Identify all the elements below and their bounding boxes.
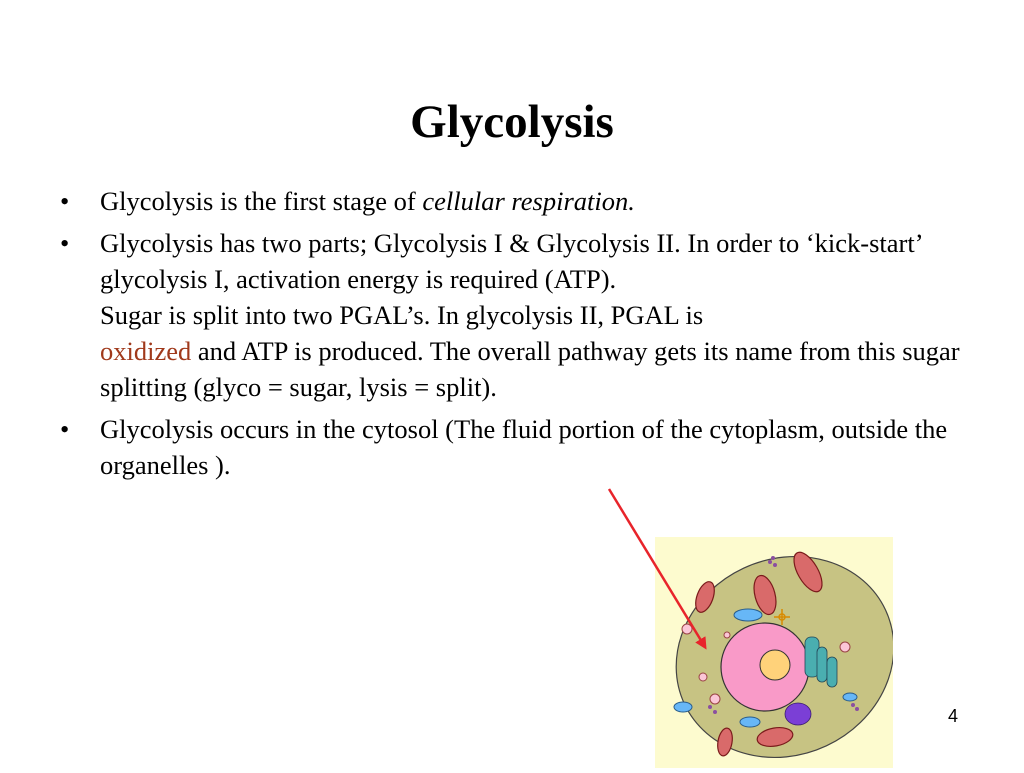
bullet-marker: • bbox=[60, 186, 70, 216]
bullet-marker: • bbox=[60, 414, 70, 444]
bullet-list bbox=[60, 183, 1020, 489]
bullet-text: and ATP is produced. The overall pathway gets its name from this sugar splitting (glyco = sugar, lysis = split). bbox=[100, 336, 960, 402]
page-number: 4 bbox=[948, 706, 959, 726]
bullet-item bbox=[60, 225, 1020, 405]
endoplasmic-reticulum bbox=[785, 703, 811, 725]
bullet-text: Glycolysis is the first stage of bbox=[100, 186, 423, 216]
bullet-text: Glycolysis has two parts; Glycolysis I & Glycolysis II. In order to ‘kick-start’ glycolysis I, activation energy is required (ATP). bbox=[100, 228, 922, 294]
animal-cell-diagram-icon bbox=[655, 537, 893, 768]
bullet-text: Glycolysis occurs in the cytosol (The fluid portion of the cytoplasm, outside the organelles ). bbox=[100, 414, 948, 480]
bullet-italic-term: cellular respiration. bbox=[422, 186, 635, 216]
nucleolus bbox=[760, 650, 790, 680]
highlighted-term: oxidized bbox=[100, 336, 192, 366]
slide-title: Glycolysis bbox=[410, 96, 614, 148]
bullet-marker: • bbox=[60, 228, 70, 258]
bullet-item bbox=[60, 183, 1020, 219]
bullet-item bbox=[60, 411, 1020, 483]
bullet-text: Sugar is split into two PGAL’s. In glycolysis II, PGAL is bbox=[100, 300, 704, 330]
